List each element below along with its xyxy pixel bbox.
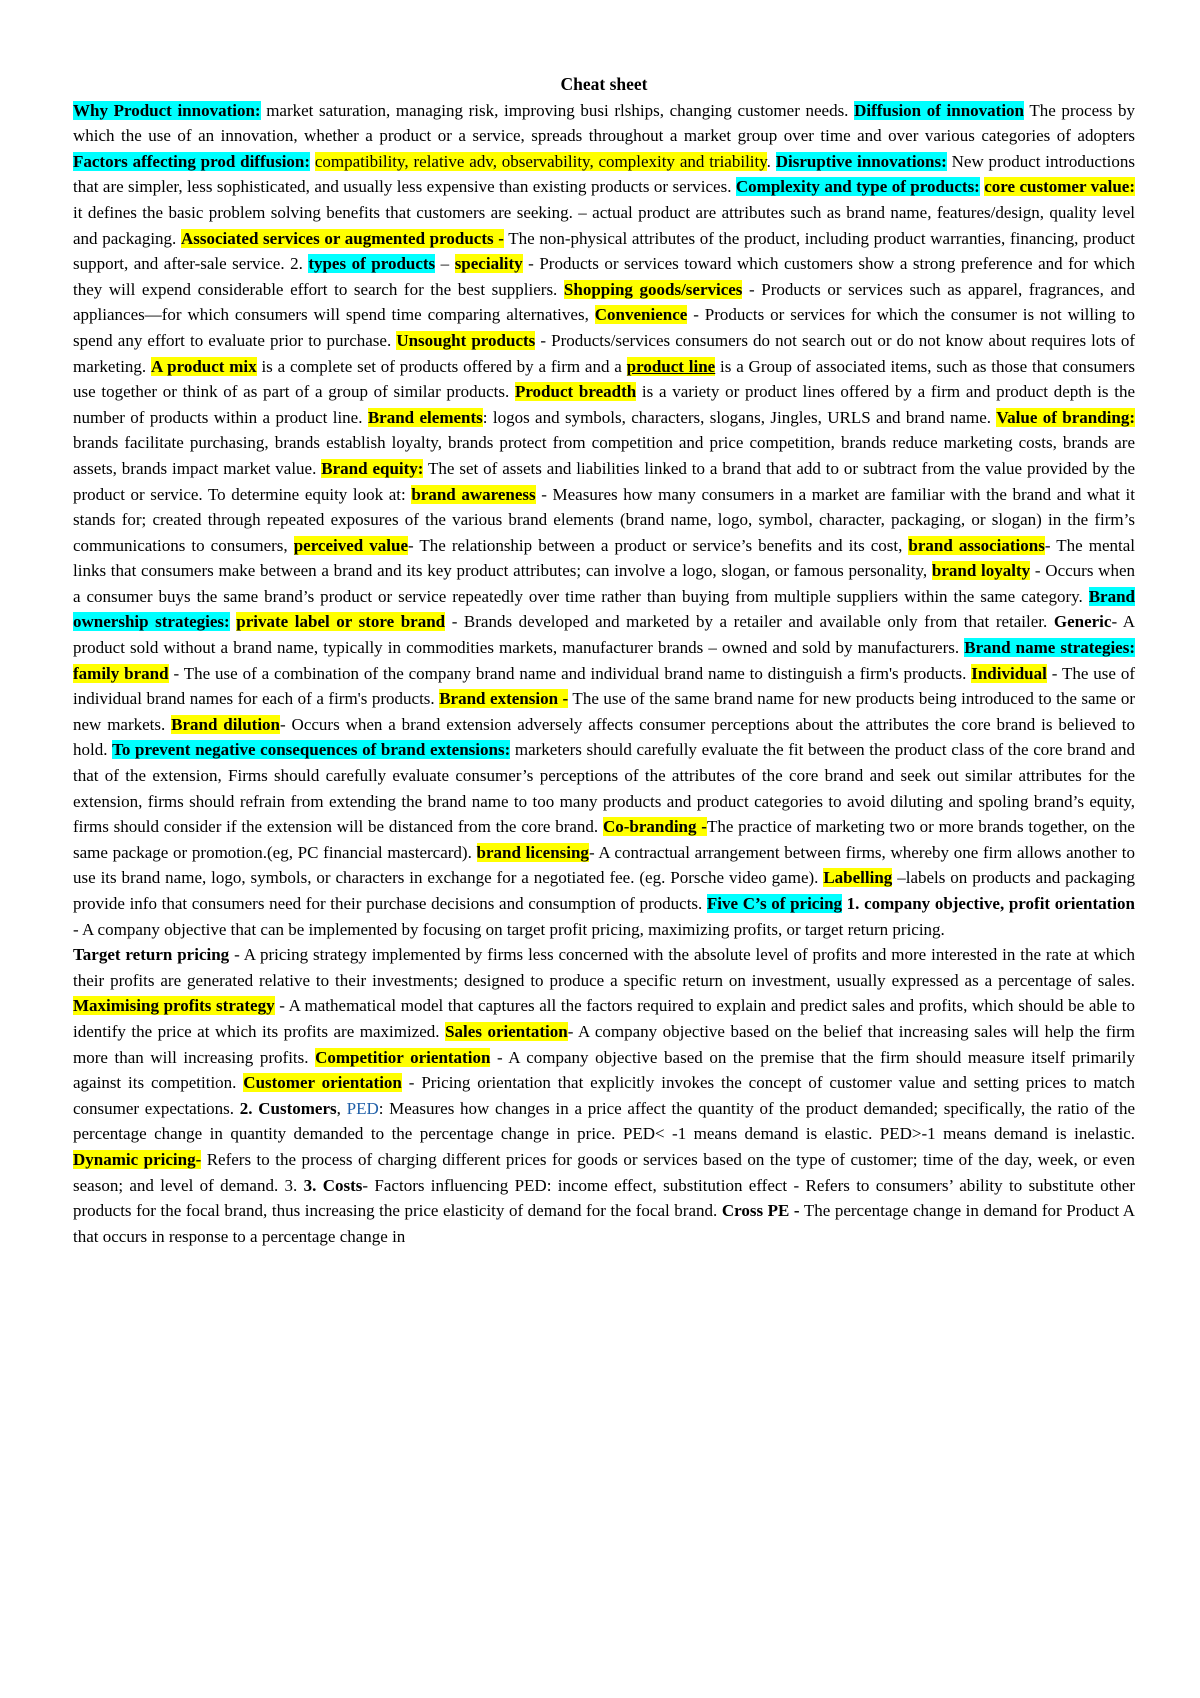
text-span: The percentage change in demand for Product A that occurs in response to a percentage change in [73,1201,1136,1246]
term-brand-awareness: brand awareness [411,484,536,504]
term-individual: Individual [971,663,1047,683]
term-competitor-orientation: Competitior orientation [315,1047,491,1067]
text-span: - Occurs when a consumer buys the same brand’s product or service repeatedly over time rather than buying from multiple suppliers within the same category. [73,561,1135,606]
term-target-return-pricing: Target return pricing [73,945,230,965]
text-span: - Products/services consumers do not search out or do not know about requires lots of marketing. [73,330,1136,376]
term-customers: 2. Customers [239,1098,337,1118]
text-span: –labels on products and packaging provide info that consumers need for their purchase decisions and consumption of products. [73,868,1136,913]
text-span: , [336,1098,347,1118]
term-product-breadth: Product breadth [514,382,637,402]
text-span: is a Group of associated items, such as those that consumers use together or think of as part of a group of similar products. [73,356,1135,402]
text-span: - A product sold without a brand name, typically in commodities markets, manufacturer brands – owned and sold by manufacturers. [73,612,1136,658]
text-span: The process by which the use of an innovation, whether a product or a service, spreads throughout a market group over time and over various categories of adopters [73,100,1135,146]
term-brand-licensing: brand licensing [476,842,589,862]
text-span: - The mental links that consumers make between a brand and its key product attributes; can involve a logo, slogan, or famous personality, [73,535,1135,581]
term-five-cs-of-pricing: Five C’s of pricing [706,894,843,913]
text-span: is a variety or product lines offered by a firm and product depth is the number of products within a product line. [73,382,1136,427]
term-associated-services: Associated services or augmented products - [180,228,504,248]
text-span: The set of assets and liabilities linked to a brand that add to or subtract from the value provided by the product or service. To determine equity look at: [73,458,1135,504]
term-company-objective: 1. company objective, profit orientation [846,894,1135,913]
term-unsought-products: Unsought products [396,330,536,350]
page-title: Cheat sheet [560,74,648,94]
term-disruptive-innovations: Disruptive innovations: [775,151,947,171]
text-span: The practice of marketing two or more brands together, on the same package or promotion.(eg, PC financial mastercard). [73,817,1135,862]
text-span: . [766,151,776,171]
term-shopping-goods: Shopping goods/services [563,279,743,299]
text-span: - The relationship between a product or service’s benefits and its cost, [408,535,909,555]
text-span: - A pricing strategy implemented by firms less concerned with the absolute level of profits and more interested in the rate at which their profits are generated relative to their investments; designed to produce a specific return on investment, usually expressed as a percentage of sales. [73,945,1135,990]
term-value-of-branding: Value of branding: [996,407,1135,427]
term-convenience: Convenience [594,305,688,325]
text-span: - Occurs when a brand extension adversely affects consumer perceptions about the attributes the core brand is believed to hold. [73,714,1136,760]
term-cross-pe: Cross PE - [721,1201,800,1221]
term-brand-associations: brand associations [908,535,1045,555]
text-span: it defines the basic problem solving benefits that customers are seeking. – actual product are attributes such as brand name, features/design, quality level and packaging. [73,202,1135,248]
term-brand-elements: Brand elements [367,407,483,427]
text-span: Refers to the process of charging different prices for goods or services based on the type of customer; time of the day, week, or even season; and level of demand. 3. [73,1149,1135,1195]
text-span: - Measures how many consumers in a market are familiar with the brand and what it stands for; created through repeated exposures of the various brand elements (brand name, logo, symbol, character, packaging, or slogan) in the firm’s communications to consumers, [73,484,1136,555]
text-span: - A company objective that can be implemented by focusing on target profit pricing, maximizing profits, or target return pricing. [73,919,945,939]
term-customer-orientation: Customer orientation [243,1073,402,1093]
text-span: brands facilitate purchasing, brands establish loyalty, brands protect from competition and price competition, brands reduce marketing costs, brands are assets, brands impact market value. [73,433,1135,478]
term-speciality: speciality [454,254,523,274]
text-span: marketers should carefully evaluate the fit between the product class of the core brand and that of the extension, Firms should carefully evaluate consumer’s perceptions of the attributes of the core brand and seek out similar attributes for the extension, firms should refrain from extending the brand name to too many products and product categories to avoid diluting and spoling brand’s equity, firms should consider if the extension will be distanced from the core brand. [73,740,1135,837]
term-factors-affecting-prod-diffusion: Factors affecting prod diffusion: [73,151,311,171]
text-span: - Pricing orientation that explicitly invokes the concept of customer value and setting prices to match consumer expectations. [73,1073,1136,1118]
term-prevent-negative-consequences: To prevent negative consequences of brand extensions: [112,740,511,760]
text-span: : Measures how changes in a price affect the quantity of the product demanded; specifically, the ratio of the percentage change in quantity demanded to the percentage change in price. PED< -1 means demand is elastic. PED>-1 means demand is inelastic. [73,1098,1136,1144]
term-brand-name-strategies: Brand name strategies: [964,638,1136,658]
term-product-mix: A product mix [150,356,257,376]
term-perceived-value: perceived value [293,535,409,555]
text-span: - A contractual arrangement between firms, whereby one firm allows another to use its brand name, logo, symbols, or characters in exchange for a negotiated fee. (eg. Porsche video game). [73,842,1135,888]
term-complexity-and-type: Complexity and type of products: [735,177,980,197]
text-span: - A company objective based on the premise that the firm should measure itself primarily against its competition. [73,1047,1135,1093]
term-brand-ownership-strategies: Brand ownership strategies: [73,586,1135,632]
term-co-branding: Co-branding - [602,817,707,837]
text-span: The non-physical attributes of the product, including product warranties, financing, product support, and after-sale service. 2. [73,228,1135,274]
term-core-customer-value: core customer value: [984,177,1135,197]
text-span: - Products or services toward which customers show a strong preference and for which they will expend considerable effort to search for the best suppliers. [73,254,1135,299]
term-dynamic-pricing: Dynamic pricing- [73,1149,202,1169]
term-costs: 3. Costs [303,1175,363,1195]
text-span: - Brands developed and marketed by a retailer and available only from that retailer. [445,612,1054,632]
text-span: - A mathematical model that captures all the factors required to explain and predict sales and profits, which should be able to identify the price at which its profits are maximized. [73,996,1135,1041]
term-brand-dilution: Brand dilution [171,714,281,734]
text-span: – [435,254,455,274]
term-brand-loyalty: brand loyalty [931,561,1031,581]
text-span: - The use of a combination of the company brand name and individual brand name to distinguish a firm's products. [168,663,972,683]
document-body [73,72,1135,1249]
text-span: - Factors influencing PED: income effect, substitution effect - Refers to consumers’ ability to substitute other products for the focal brand, thus increasing the price elasticity of demand for the focal brand. [73,1175,1136,1221]
term-brand-equity: Brand equity: [321,458,424,478]
term-diffusion-of-innovation: Diffusion of innovation [854,100,1025,120]
term-sales-orientation: Sales orientation [445,1021,568,1041]
term-private-label: private label or store brand [236,612,446,632]
term-types-of-products: types of products [308,254,436,274]
text-span: New product introductions that are simpler, less sophisticated, and usually less expensive than existing products or services. [73,151,1136,197]
term-maximising-profits: Maximising profits strategy [73,996,275,1016]
term-labelling: Labelling [823,868,893,888]
text-span: - A company objective based on the belief that increasing sales will help the firm more than will increasing profits. [73,1021,1136,1067]
text-span: - Products or services such as apparel, fragrances, and appliances—for which consumers will spend time comparing alternatives, [73,279,1135,325]
term-ped: PED [346,1098,379,1118]
text-span: is a complete set of products offered by a firm and a [256,356,627,376]
term-why-product-innovation: Why Product innovation: [73,100,261,120]
text-span: The use of the same brand name for new products being introduced to the same or new markets. [73,689,1136,734]
term-family-brand: family brand [73,663,169,683]
text-span: market saturation, managing risk, improving busi rlships, changing customer needs. [260,100,855,120]
text-span: - The use of individual brand names for each of a firm's products. [73,663,1135,709]
paragraph-product-and-brand [73,98,1135,943]
term-product-line: product line [626,356,716,376]
term-diffusion-factors: compatibility, relative adv, observability, complexity and triability [314,151,767,171]
text-span: : logos and symbols, characters, slogans, Jingles, URLS and brand name. [482,407,997,427]
paragraph-pricing [73,942,1135,1249]
term-generic: Generic [1053,612,1112,632]
text-span: - Products or services for which the consumer is not willing to spend any effort to evaluate prior to purchase. [73,305,1135,350]
term-brand-extension: Brand extension - [439,689,569,709]
